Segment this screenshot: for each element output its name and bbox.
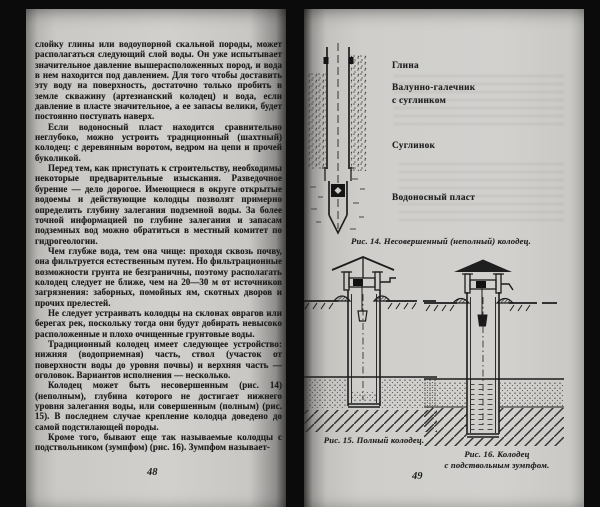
left-page-text-column [35, 39, 282, 453]
crank-handle [380, 278, 396, 282]
page-number-right: 49 [412, 471, 423, 482]
stratum-label-boulder-pebble: Валунно-галечник [392, 83, 476, 93]
aquifer [304, 377, 437, 408]
paragraph: слойку глины или водоупорной скальной породы, может располагаться следующий слой воды. Он уже испытывает значительное давление вышерасположенных пород, и вода в нем находится под давлением. Для того чтобы доставить эту воду на поверхность, достаточно только пробить в земле скважину (артезианский колодец) и вода, если давление в пласте значительное, а ее запасы велики, будет постоянно поступать наверх. [35, 39, 282, 122]
right-page [304, 9, 584, 507]
fig15-full-well-diagram [304, 254, 437, 434]
paragraph: Колодец может быть несовершенным (рис. 14) (неполным), глубина которого не достигает нижнего уровня залегания воды, или совершенным (полным) (рис. 15). В последнем случае крепление колодца доведено до самой подстилающей породы. [35, 380, 282, 432]
well-roof [332, 257, 394, 278]
paragraph: Кроме того, бывают еще так называемые колодцы с подствольником (зумпфом) (рис. 16). Зумпфом называет- [35, 432, 282, 453]
paragraph: Не следует устраивать колодцы на склонах оврагов или берегах рек, поскольку тогда они будут добирать невысоко расположенные и плохо очищенные грунтовые воды. [35, 307, 282, 339]
left-page [26, 9, 286, 507]
water-in-well [352, 392, 377, 402]
ground-surface [304, 296, 436, 309]
fig14-caption: Рис. 14. Несовершенный (неполный) колодец. [351, 236, 531, 246]
bucket [358, 311, 367, 321]
page-number-left: 48 [147, 467, 158, 478]
fig16-caption [422, 449, 572, 471]
stratum-label-clay: Глина [392, 61, 419, 71]
well-roof [454, 260, 512, 273]
fig16-caption-line2: с подствольным зумпфом. [444, 460, 550, 470]
well-shaft [467, 284, 499, 437]
paragraph: Традиционный колодец имеет следующее устройство: нижняя (водоприемная) часть, ствол (участок от поверхности воды до уровня почвы) и верхняя часть — оголовок. Вариантов исполнения — несколько. [35, 338, 282, 380]
stratum-label-aquifer: Водоносный пласт [392, 193, 476, 203]
bedrock-hatch [304, 410, 437, 432]
paragraph: Перед тем, как приступать к строительству, необходимы некоторые предварительные изыскания. Разведочное бурение — дело дорогое. Имеющиеся в округе открытые водоемы и действующие колодцы позволят примерно определить глубину залегания подземной воды. За более точной информацией по глубине залегания и запасам подземных вод можно обратиться в местный комитет по гидрогеологии. [35, 163, 282, 246]
fig16-caption-line1: Рис. 16. Колодец [464, 449, 530, 459]
bucket [478, 315, 487, 326]
paragraph: Чем глубже вода, тем она чище: проходя сквозь почву, она фильтруется естественным путем. Но фильтрационные возможности грунта не безграничны, поэтому располагать колодец следует не ближе, чем на 20—30 м от источников загрязнения: заборных, помойных ям, скотных дворов и прочих прелестей. [35, 245, 282, 308]
ground-surface [424, 299, 557, 312]
stratum-label-boulder-pebble-2: с суглинком [392, 96, 447, 106]
fig15-caption: Рис. 15. Полный колодец. [323, 435, 425, 445]
well-casing [322, 43, 354, 229]
stratum-label-loam: Суглинок [392, 141, 436, 151]
fig14-borehole-diagram [304, 37, 379, 242]
windlass [341, 272, 396, 290]
windlass [462, 274, 513, 293]
paragraph: Если водоносный пласт находится сравнительно неглубоко, можно устроить традиционный (шахтный) колодец: с деревянным воротом, ведром на цепи и прочей буколикой. [35, 121, 282, 163]
crank-handle [501, 284, 513, 290]
pump-box [331, 184, 345, 197]
fig16-sump-well-diagram [424, 257, 564, 449]
